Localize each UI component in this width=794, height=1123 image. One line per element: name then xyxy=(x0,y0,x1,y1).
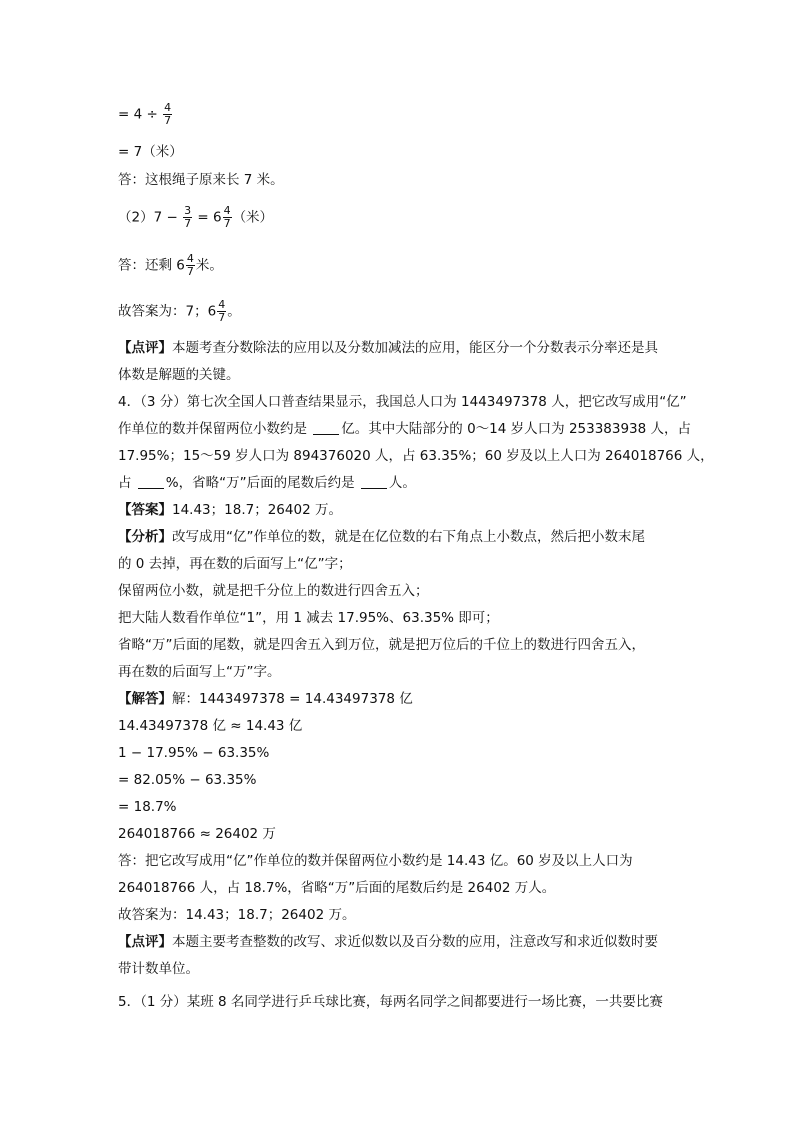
q4-final-1: 答：把它改写成用“亿”作单位的数并保留两位小数约是 14.43 亿。60 岁及以上人口为 xyxy=(118,853,633,869)
fraction xyxy=(163,102,172,127)
final-answer-line xyxy=(118,299,241,324)
q4-final-3: 故答案为：14.43；18.7；26402 万。 xyxy=(118,907,356,923)
fraction xyxy=(183,205,192,230)
numerator: 4 xyxy=(218,298,226,311)
equation-line-2: = 7（米） xyxy=(118,144,183,160)
q4-solution-6: 264018766 ≈ 26402 万 xyxy=(118,826,276,842)
denominator: 7 xyxy=(186,265,194,278)
q4-analysis-1 xyxy=(118,527,645,547)
q4-solution-5: = 18.7% xyxy=(118,799,177,815)
denominator: 7 xyxy=(184,217,192,230)
q4-solution-4: = 82.05% − 63.35% xyxy=(118,772,257,788)
q4-analysis-6: 再在数的后面写上“万”字。 xyxy=(118,664,281,680)
denominator: 7 xyxy=(223,217,231,230)
answer-tag: 【答案】 xyxy=(118,502,172,518)
q2-text: （2）7 − xyxy=(118,209,183,226)
q4-answer xyxy=(118,500,342,520)
q4-line-3: 17.95%；15～59 岁人口为 894376020 人，占 63.35%；60 岁及以上人口为 264018766 人， xyxy=(118,448,714,464)
question-2-line xyxy=(118,205,273,230)
comment-tag: 【点评】 xyxy=(118,934,172,950)
analysis-tag: 【分析】 xyxy=(118,529,172,545)
answer-text: 米。 xyxy=(195,257,223,274)
q2-text: （米） xyxy=(232,209,274,226)
q2-text: = 6 xyxy=(193,209,222,226)
comment-text: 本题考查分数除法的应用以及分数加减法的应用，能区分一个分数表示分率还是具 xyxy=(172,340,658,356)
numerator: 3 xyxy=(184,204,192,217)
q4-line-4 xyxy=(118,473,416,493)
comment-line-2: 体数是解题的关键。 xyxy=(118,367,240,383)
q4-analysis-5: 省略“万”后面的尾数，就是四舍五入到万位，就是把万位后的千位上的数进行四舍五入， xyxy=(118,637,645,653)
answer-blank xyxy=(361,474,387,489)
numerator: 4 xyxy=(186,252,194,265)
q4-analysis-4: 把大陆人数看作单位“1”，用 1 减去 17.95%、63.35% 即可； xyxy=(118,610,499,626)
q4-final-2: 264018766 人，占 18.7%，省略“万”后面的尾数后约是 26402 万人。 xyxy=(118,880,556,896)
denominator: 7 xyxy=(164,114,172,127)
final-text: 故答案为：7；6 xyxy=(118,303,217,320)
q4-solution-2: 14.43497378 亿 ≈ 14.43 亿 xyxy=(118,718,303,734)
q4-analysis-3: 保留两位小数，就是把千分位上的数进行四舍五入； xyxy=(118,583,429,599)
fraction xyxy=(223,205,232,230)
q4-line-1: 4．（3 分）第七次全国人口普查结果显示，我国总人口为 1443497378 人，把它改写成用“亿” xyxy=(118,394,687,410)
answer-line-1: 答：这根绳子原来长 7 米。 xyxy=(118,172,284,188)
solution-tag: 【解答】 xyxy=(118,691,172,707)
comment-line-1 xyxy=(118,338,658,358)
final-text: 。 xyxy=(227,303,241,320)
q4-text: 亿。其中大陆部分的 0～14 岁人口为 253383938 人，占 xyxy=(341,421,692,437)
q4-comment-2: 带计数单位。 xyxy=(118,961,199,977)
q4-comment-1 xyxy=(118,932,658,952)
q4-text: 占 xyxy=(118,475,136,491)
answer-line-2 xyxy=(118,253,223,278)
numerator: 4 xyxy=(223,204,231,217)
q4-text: %，省略“万”后面的尾数后约是 xyxy=(165,475,359,491)
comment-text: 本题主要考查整数的改写、求近似数以及百分数的应用，注意改写和求近似数时要 xyxy=(172,934,658,950)
q4-line-2 xyxy=(118,419,691,439)
answer-text: 答：还剩 6 xyxy=(118,257,185,274)
equation-line-1 xyxy=(118,102,173,127)
q5-line-1: 5．（1 分）某班 8 名同学进行乒乓球比赛，每两名同学之间都要进行一场比赛，一共要比赛 xyxy=(118,994,663,1010)
q4-solution-3: 1 − 17.95% − 63.35% xyxy=(118,745,270,761)
answer-blank xyxy=(313,420,339,435)
q4-analysis-2: 的 0 去掉，再在数的后面写上“亿”字； xyxy=(118,556,352,572)
solution-text: 解：1443497378 = 14.43497378 亿 xyxy=(172,691,413,707)
q4-text: 作单位的数并保留两位小数约是 xyxy=(118,421,312,437)
answer-blank xyxy=(138,474,164,489)
answer-text: 14.43；18.7；26402 万。 xyxy=(172,502,342,518)
numerator: 4 xyxy=(164,101,172,114)
equation-text: = 4 ÷ xyxy=(118,106,163,123)
comment-tag: 【点评】 xyxy=(118,340,172,356)
q4-text: 人。 xyxy=(388,475,416,491)
fraction xyxy=(186,253,195,278)
analysis-text: 改写成用“亿”作单位的数，就是在亿位数的右下角点上小数点，然后把小数末尾 xyxy=(172,529,645,545)
denominator: 7 xyxy=(218,311,226,324)
q4-solution-1 xyxy=(118,689,413,709)
fraction xyxy=(217,299,226,324)
